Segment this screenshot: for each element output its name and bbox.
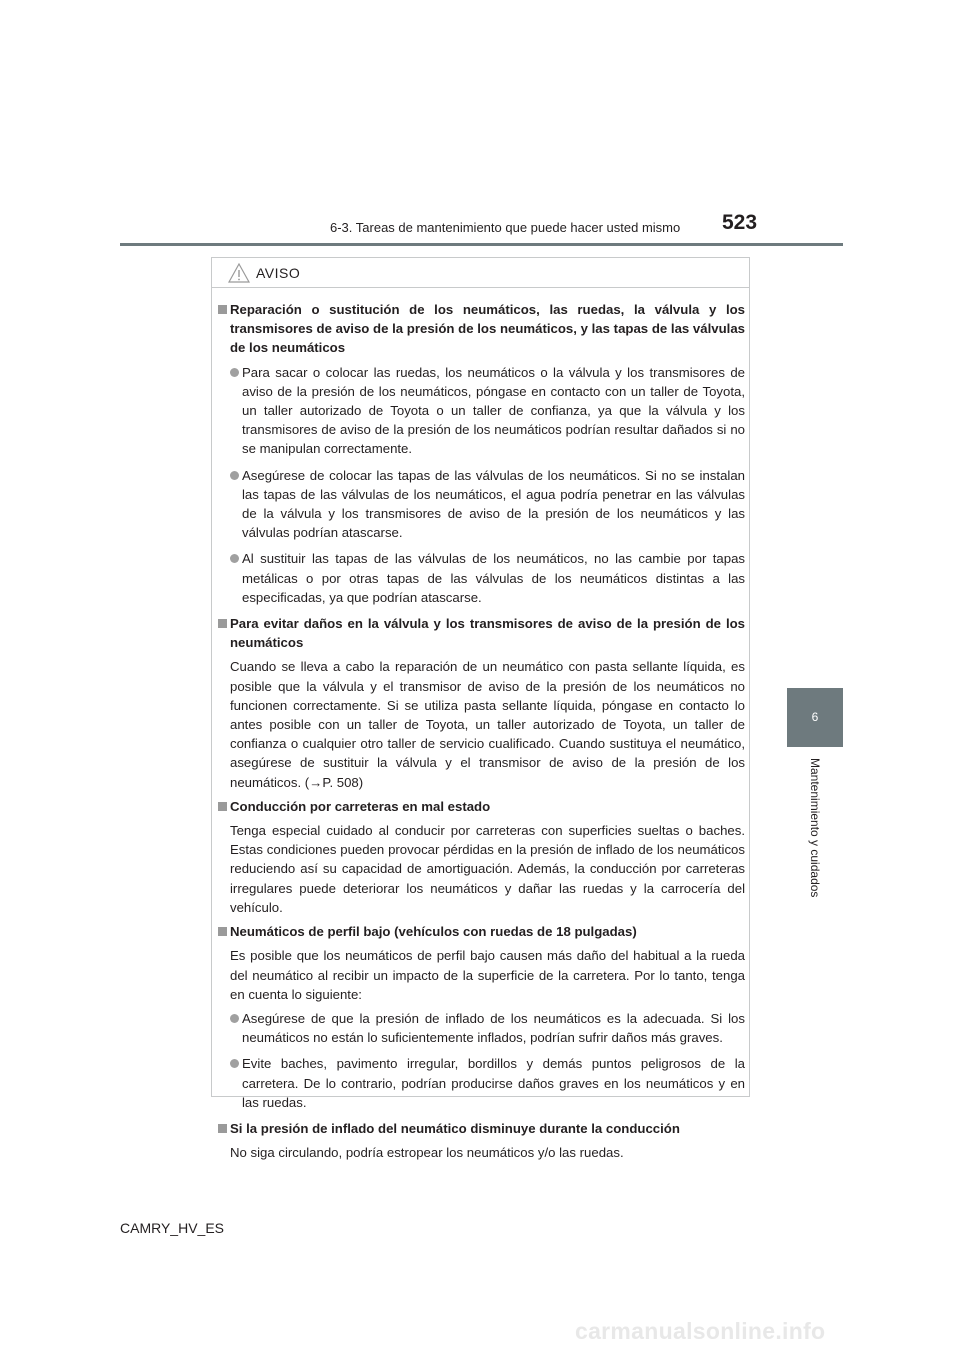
heading-text: Si la presión de inflado del neumático disminuye durante la conducción xyxy=(230,1120,680,1136)
circle-bullet-icon xyxy=(230,368,239,377)
circle-bullet-icon xyxy=(230,1014,239,1023)
heading-text: Conducción por carreteras en mal estado xyxy=(230,798,491,814)
section-title: 6-3. Tareas de mantenimiento que puede hacer usted mismo xyxy=(330,220,681,235)
warning-heading xyxy=(218,300,745,358)
page-number: 523 xyxy=(722,211,758,234)
warning-bullet xyxy=(218,549,745,607)
warning-bullet xyxy=(218,466,745,543)
chapter-title: Mantenimiento y cuidados xyxy=(808,758,822,898)
header-divider xyxy=(120,243,843,246)
footer-model: CAMRY_HV_ES xyxy=(120,1220,225,1236)
warning-heading xyxy=(218,614,745,652)
heading-text: Reparación o sustitución de los neumáticos, las ruedas, la válvula y los transmisores de aviso de la presión de los neumáticos, y las tapas de las válvulas de los neumáticos xyxy=(230,302,745,356)
warning-paragraph: No siga circulando, podría estropear los neumáticos y/o las ruedas. xyxy=(230,1145,624,1161)
square-bullet-icon xyxy=(218,802,227,811)
warning-paragraph: Cuando se lleva a cabo la reparación de un neumático con pasta sellante líquida, es posible que la válvula y el transmisor de aviso de la presión de los neumáticos no funcionen correctamente. Si se utiliza pasta sellante líquida, póngase en contacto lo antes posible con un taller de Toyota, un taller autorizado de Toyota, un taller de confianza o cualquier otro taller de servicio cualificado. Cuando sustituya el neumático, asegúrese de sustituir la válvula y el transmisor de aviso de la presión de los neumáticos. (→P. 508) xyxy=(230,659,745,790)
warning-heading xyxy=(218,797,745,816)
warning-body xyxy=(218,300,745,1167)
circle-bullet-icon xyxy=(230,554,239,563)
warning-paragraph: Tenga especial cuidado al conducir por carreteras con superficies sueltas o baches. Estas condiciones pueden provocar pérdidas en la presión de inflado de los neumáticos reduciendo así su capacidad de amortiguación. Además, la conducción por carreteras irregulares puede deteriorar los neumáticos y dañar las ruedas y la carrocería del vehículo. xyxy=(230,823,745,915)
warning-box xyxy=(211,257,750,1161)
heading-text: Neumáticos de perfil bajo (vehículos con ruedas de 18 pulgadas) xyxy=(230,924,637,940)
warning-bullet xyxy=(218,363,745,459)
warning-triangle-icon xyxy=(228,263,250,283)
circle-bullet-icon xyxy=(230,471,239,480)
chapter-tab: 6 xyxy=(787,688,843,747)
warning-title: AVISO xyxy=(256,265,301,281)
bullet-text: Asegúrese de colocar las tapas de las válvulas de los neumáticos. Si no se instalan las tapas de las válvulas de los neumáticos, el agua podría penetrar en las válvulas de la válvula y los transmisores de aviso de la presión de los neumáticos y las válvulas podrían atascarse. xyxy=(242,467,745,541)
warning-heading xyxy=(218,1119,745,1138)
warning-bullet xyxy=(218,1009,745,1047)
watermark[interactable]: carmanualsonline.info xyxy=(575,1318,826,1344)
bullet-text: Al sustituir las tapas de las válvulas de los neumáticos, no las cambie por tapas metálicas o por otras tapas de las válvulas de los neumáticos distintas a las especificadas, ya que podrían atascarse. xyxy=(242,551,745,605)
heading-text: Para evitar daños en la válvula y los transmisores de aviso de la presión de los neumáticos xyxy=(230,616,745,651)
bullet-text: Evite baches, pavimento irregular, bordillos y demás puntos peligrosos de la carretera. De lo contrario, podrían producirse daños graves en los neumáticos y en las ruedas. xyxy=(242,1056,745,1110)
square-bullet-icon xyxy=(218,1124,227,1133)
warning-heading xyxy=(218,922,745,941)
square-bullet-icon xyxy=(218,927,227,936)
square-bullet-icon xyxy=(218,619,227,628)
square-bullet-icon xyxy=(218,305,227,314)
bullet-text: Para sacar o colocar las ruedas, los neumáticos o la válvula y los transmisores de aviso de la presión de los neumáticos, póngase en contacto con un taller de Toyota, un taller autorizado de Toyota o un taller de confianza, ya que la válvula y los transmisores de aviso de la presión de los neumáticos podrían resultar dañados si no se manipulan correctamente. xyxy=(242,364,745,457)
circle-bullet-icon xyxy=(230,1059,239,1068)
warning-bullet xyxy=(218,1054,745,1112)
warning-paragraph: Es posible que los neumáticos de perfil bajo causen más daño del habitual a la rueda del neumático al recibir un impacto de la superficie de la carretera. Por lo tanto, tenga en cuenta lo siguiente: xyxy=(230,948,745,1002)
bullet-text: Asegúrese de que la presión de inflado de los neumáticos es la adecuada. Si los neumáticos no están lo suficientemente inflados, podrían sufrir daños más graves. xyxy=(242,1010,745,1046)
warning-header xyxy=(212,258,749,288)
